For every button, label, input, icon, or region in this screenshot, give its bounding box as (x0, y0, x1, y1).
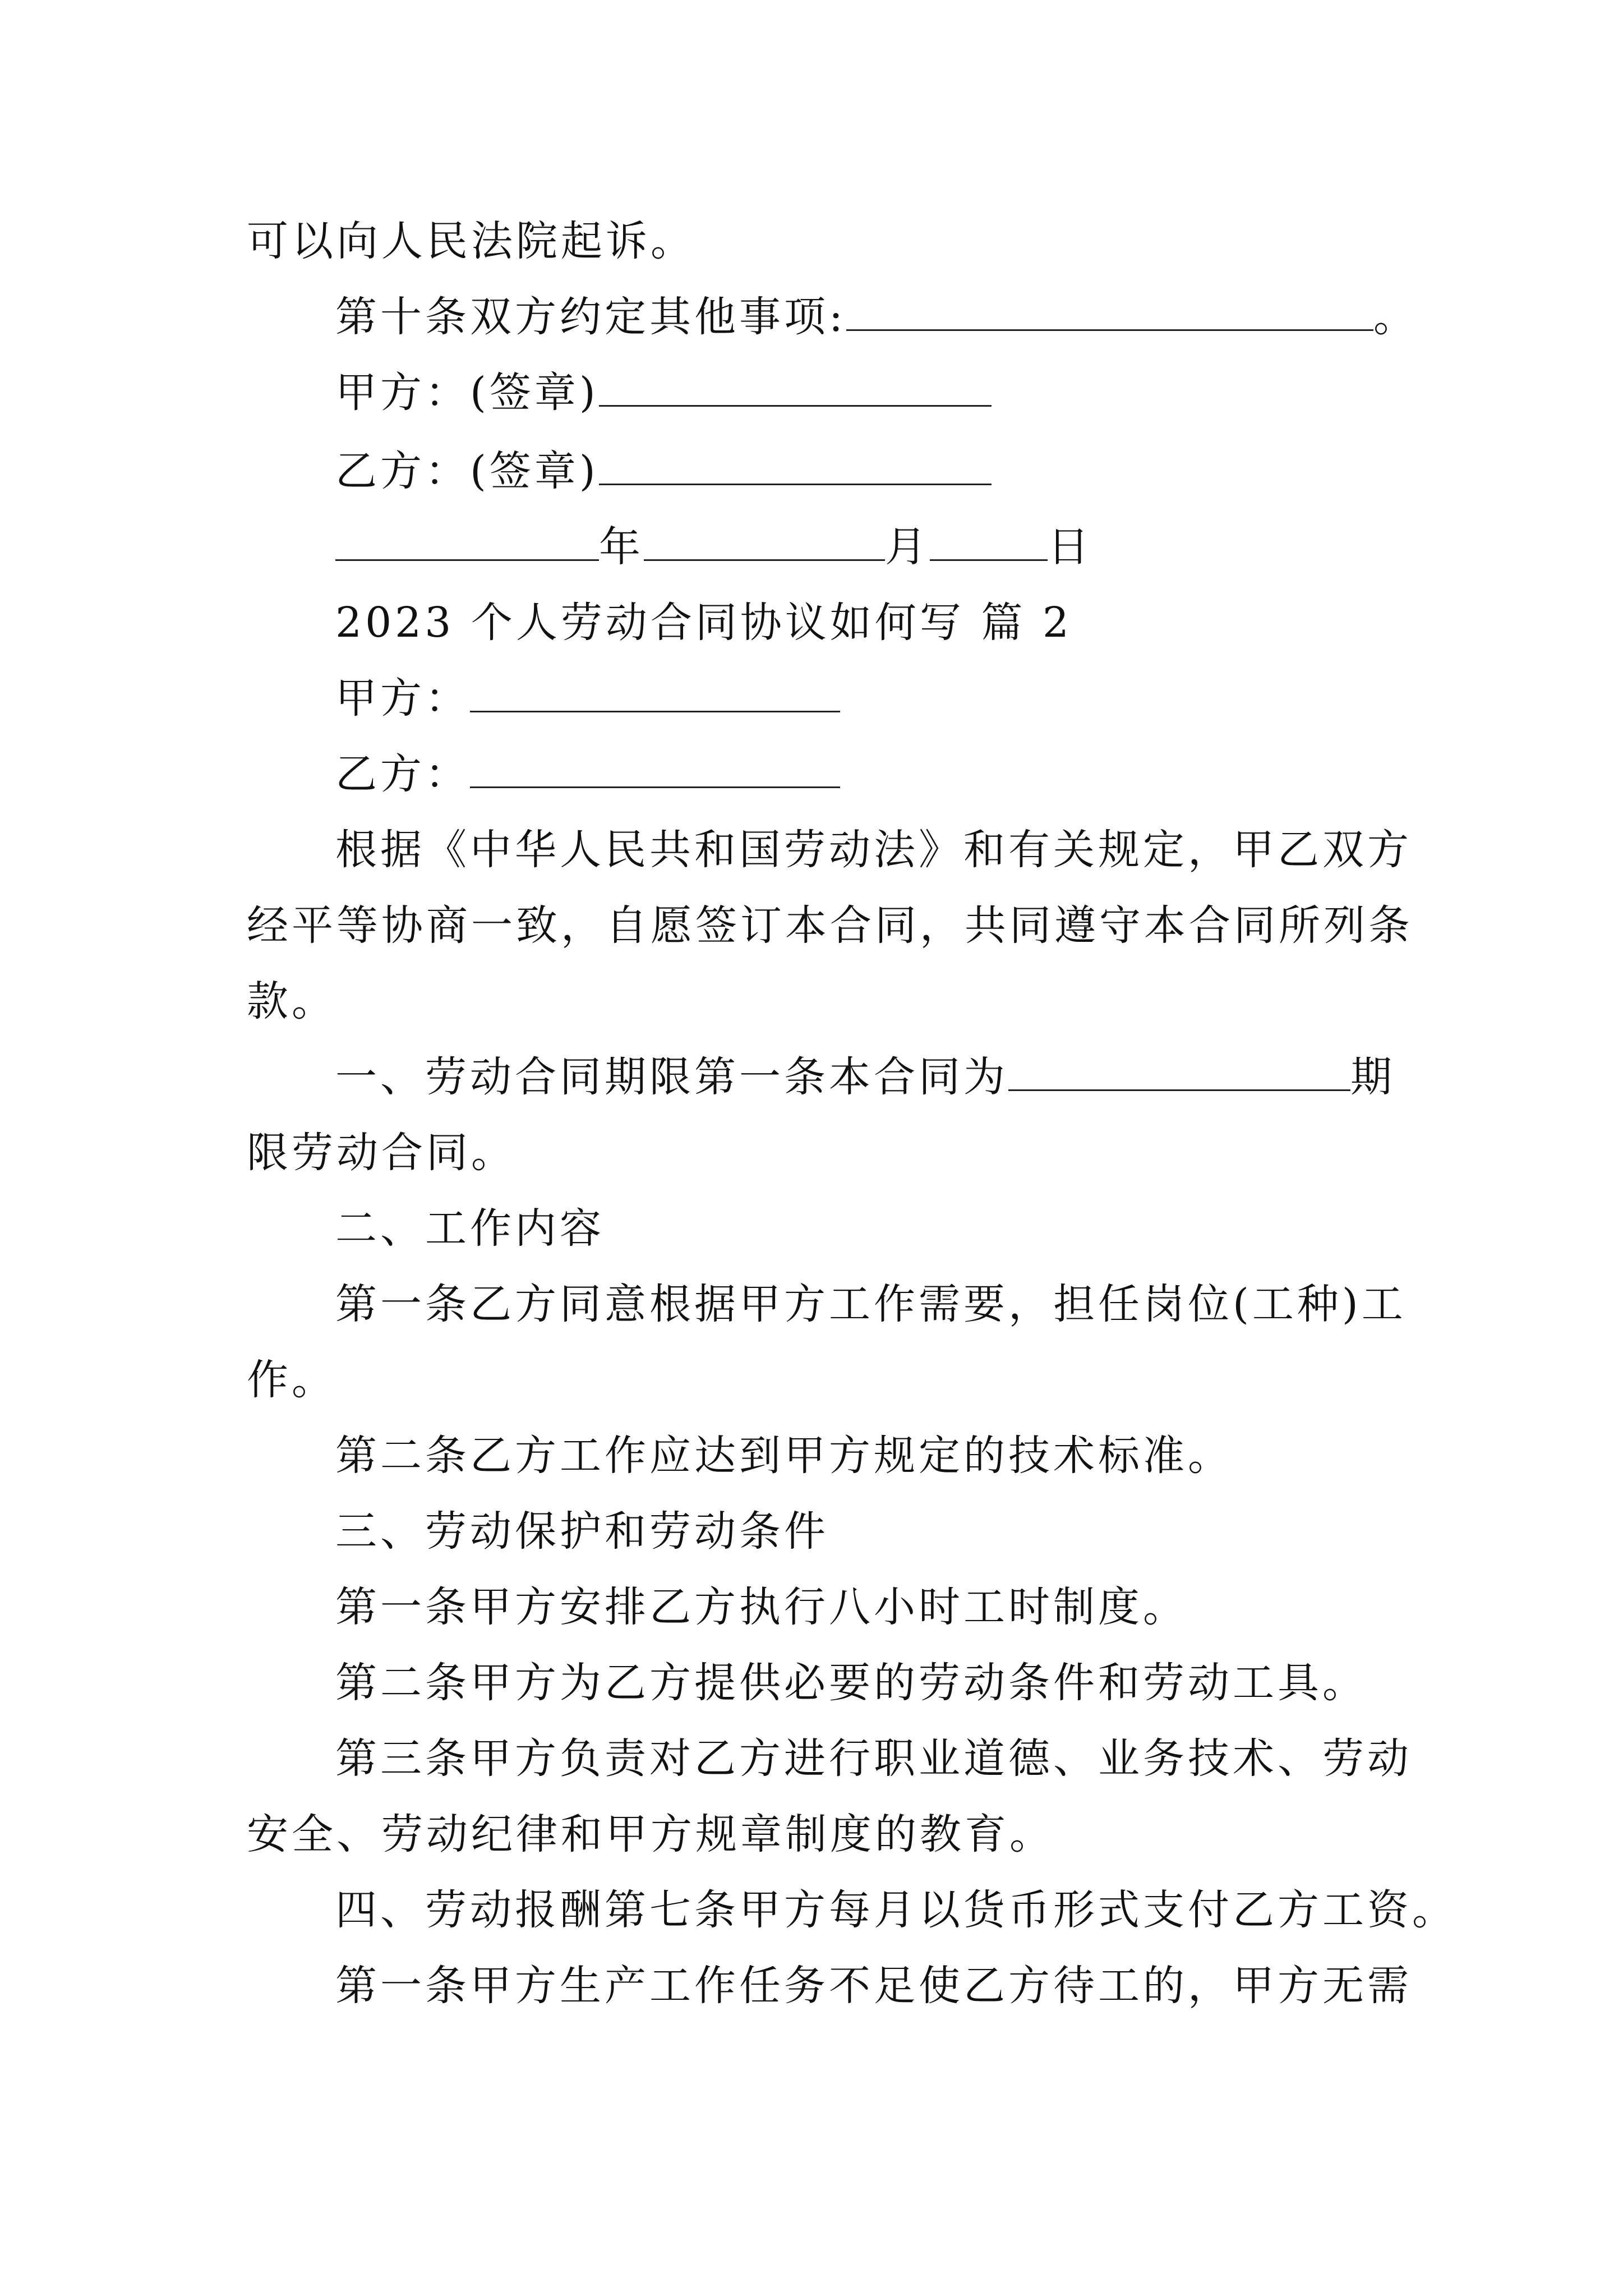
text-line: 第一条甲方生产工作任务不足使乙方待工的，甲方无需 (335, 1962, 1412, 2010)
text-line: 经平等协商一致，自愿签订本合同，共同遵守本合同所列条 (247, 901, 1413, 950)
section-heading: 二、工作内容 (335, 1204, 605, 1253)
day-label: 日 (1048, 523, 1092, 571)
party-b-label: 乙方： (335, 750, 470, 798)
text-line: 作。 (247, 1356, 336, 1404)
day-blank (930, 520, 1048, 561)
term-blank (1008, 1050, 1350, 1091)
text-line: 限劳动合同。 (247, 1129, 516, 1177)
month-blank (644, 520, 885, 561)
section-heading: 2023 个人劳动合同协议如何写 篇 2 (335, 599, 1072, 647)
party-b-signature-label: 乙方：(签章) (335, 447, 599, 495)
text-fragment: 第十条双方约定其他事项: (335, 293, 846, 341)
text-line (335, 443, 992, 499)
text-line (335, 746, 840, 802)
text-line: 第三条甲方负责对乙方进行职业道德、业务技术、劳动 (335, 1734, 1412, 1783)
text-line: 第二条甲方为乙方提供必要的劳动条件和劳动工具。 (335, 1659, 1367, 1707)
year-blank (335, 520, 599, 561)
text-line: 根据《中华人民共和国劳动法》和有关规定，甲乙双方 (335, 826, 1412, 874)
party-a-blank (470, 671, 840, 712)
text-line: 可以向人民法院起诉。 (247, 217, 695, 265)
month-label: 月 (885, 523, 930, 571)
text-line (335, 289, 1418, 345)
text-fragment: 一、劳动合同期限第一条本合同为 (335, 1053, 1008, 1101)
text-line: 第一条乙方同意根据甲方工作需要，担任岗位(工种)工 (335, 1280, 1407, 1328)
year-label: 年 (599, 523, 644, 571)
text-line (335, 670, 840, 726)
text-line (335, 1049, 1395, 1105)
fill-in-blank (846, 290, 1373, 331)
signature-blank (599, 444, 992, 485)
text-line: 安全、劳动纪律和甲方规章制度的教育。 (247, 1810, 1054, 1858)
section-heading: 三、劳动保护和劳动条件 (335, 1507, 829, 1556)
party-b-blank (470, 747, 840, 788)
date-line (335, 519, 1092, 575)
signature-blank (599, 366, 992, 407)
text-fragment: 期 (1350, 1053, 1395, 1101)
party-a-signature-label: 甲方：(签章) (335, 369, 599, 417)
text-line: 款。 (247, 977, 336, 1025)
text-line (335, 365, 992, 421)
text-line: 第二条乙方工作应达到甲方规定的技术标准。 (335, 1432, 1233, 1480)
party-a-label: 甲方： (335, 674, 470, 723)
text-line: 四、劳动报酬第七条甲方每月以货币形式支付乙方工资。 (335, 1886, 1457, 1934)
text-fragment: 。 (1373, 293, 1418, 341)
text-line: 第一条甲方安排乙方执行八小时工时制度。 (335, 1583, 1188, 1631)
